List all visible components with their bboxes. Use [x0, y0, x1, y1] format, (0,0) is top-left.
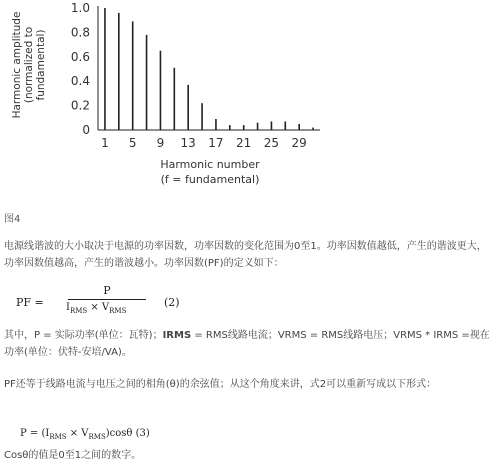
- y-tick-label: 1.0: [70, 1, 90, 15]
- harmonic-chart: [0, 0, 500, 205]
- paragraph-definitions: [4, 327, 494, 361]
- eq2-denominator: [66, 302, 126, 315]
- para2-irms-bold: IRMS: [162, 330, 192, 341]
- y-axis-label-line3: fundamental): [35, 29, 47, 101]
- x-tick-label: 5: [128, 136, 137, 150]
- eq2-den-i: I: [66, 302, 70, 313]
- eq3-b-sub: RMS: [88, 433, 106, 441]
- x-tick-label: 17: [208, 136, 224, 150]
- para2-part-a: 其中，P = 实际功率(单位：瓦特)；: [4, 330, 163, 341]
- y-axis-label: [11, 12, 47, 119]
- x-ticks: [101, 136, 307, 150]
- para2-part-c: = RMS线路电流；VRMS = RMS线路电压；VRMS * IRMS =视在功率(单位：伏特-安培/VA)。: [4, 330, 490, 358]
- paragraph-cos-range: Cosθ的值是0至1之间的数字。: [4, 450, 142, 461]
- y-tick-label: 0.4: [70, 74, 90, 89]
- y-tick-label: 0.2: [70, 98, 90, 113]
- eq3-c: )cosθ (3): [105, 428, 150, 439]
- eq3-a-sub: RMS: [49, 433, 67, 441]
- eq2-numerator: P: [103, 284, 111, 297]
- x-axis-label-line2: (f = fundamental): [160, 173, 260, 186]
- bars: [105, 8, 313, 130]
- y-axis-label-line1: Harmonic amplitude: [11, 11, 23, 119]
- harmonic-chart-svg: [0, 0, 500, 205]
- eq2-den-i-sub: RMS: [69, 307, 88, 315]
- y-tick-label: 0.8: [70, 25, 90, 40]
- x-tick-label: 25: [263, 136, 280, 150]
- eq2-lhs: PF =: [16, 296, 44, 309]
- eq2-tag: (2): [164, 296, 180, 309]
- x-tick-label: 21: [236, 136, 252, 150]
- y-axis-label-line2: (normalized to: [23, 26, 35, 104]
- eq3-b: × V: [66, 428, 89, 439]
- eq3-a: P = (I: [20, 428, 50, 439]
- equation-3: [20, 428, 150, 441]
- x-tick-label: 9: [156, 136, 165, 150]
- y-tick-label: 0: [82, 123, 90, 137]
- eq2-den-times: × V: [87, 302, 110, 313]
- x-axis-label-line1: Harmonic number: [160, 158, 260, 171]
- paragraph-intro: 电源线谐波的大小取决于电源的功率因数，功率因数的变化范围为0至1。功率因数值越低，产生的谐波更大，功率因数值越高，产生的谐波越小。功率因数(PF)的定义如下：: [4, 241, 487, 269]
- equation-2: [16, 284, 216, 324]
- eq2-den-v-sub: RMS: [109, 307, 127, 315]
- paragraph-phase-angle: PF还等于线路电流与电压之间的相角(θ)的余弦值；从这个角度来讲，式2可以重新写成以下形式：: [4, 379, 437, 390]
- eq2-fraction-bar: [68, 299, 146, 300]
- x-tick-label: 29: [291, 136, 307, 150]
- y-ticks: [71, 1, 90, 137]
- y-tick-label: 0.6: [70, 49, 90, 64]
- x-tick-label: 13: [180, 136, 196, 150]
- x-tick-label: 1: [101, 136, 109, 150]
- figure-caption: 图4: [4, 214, 21, 225]
